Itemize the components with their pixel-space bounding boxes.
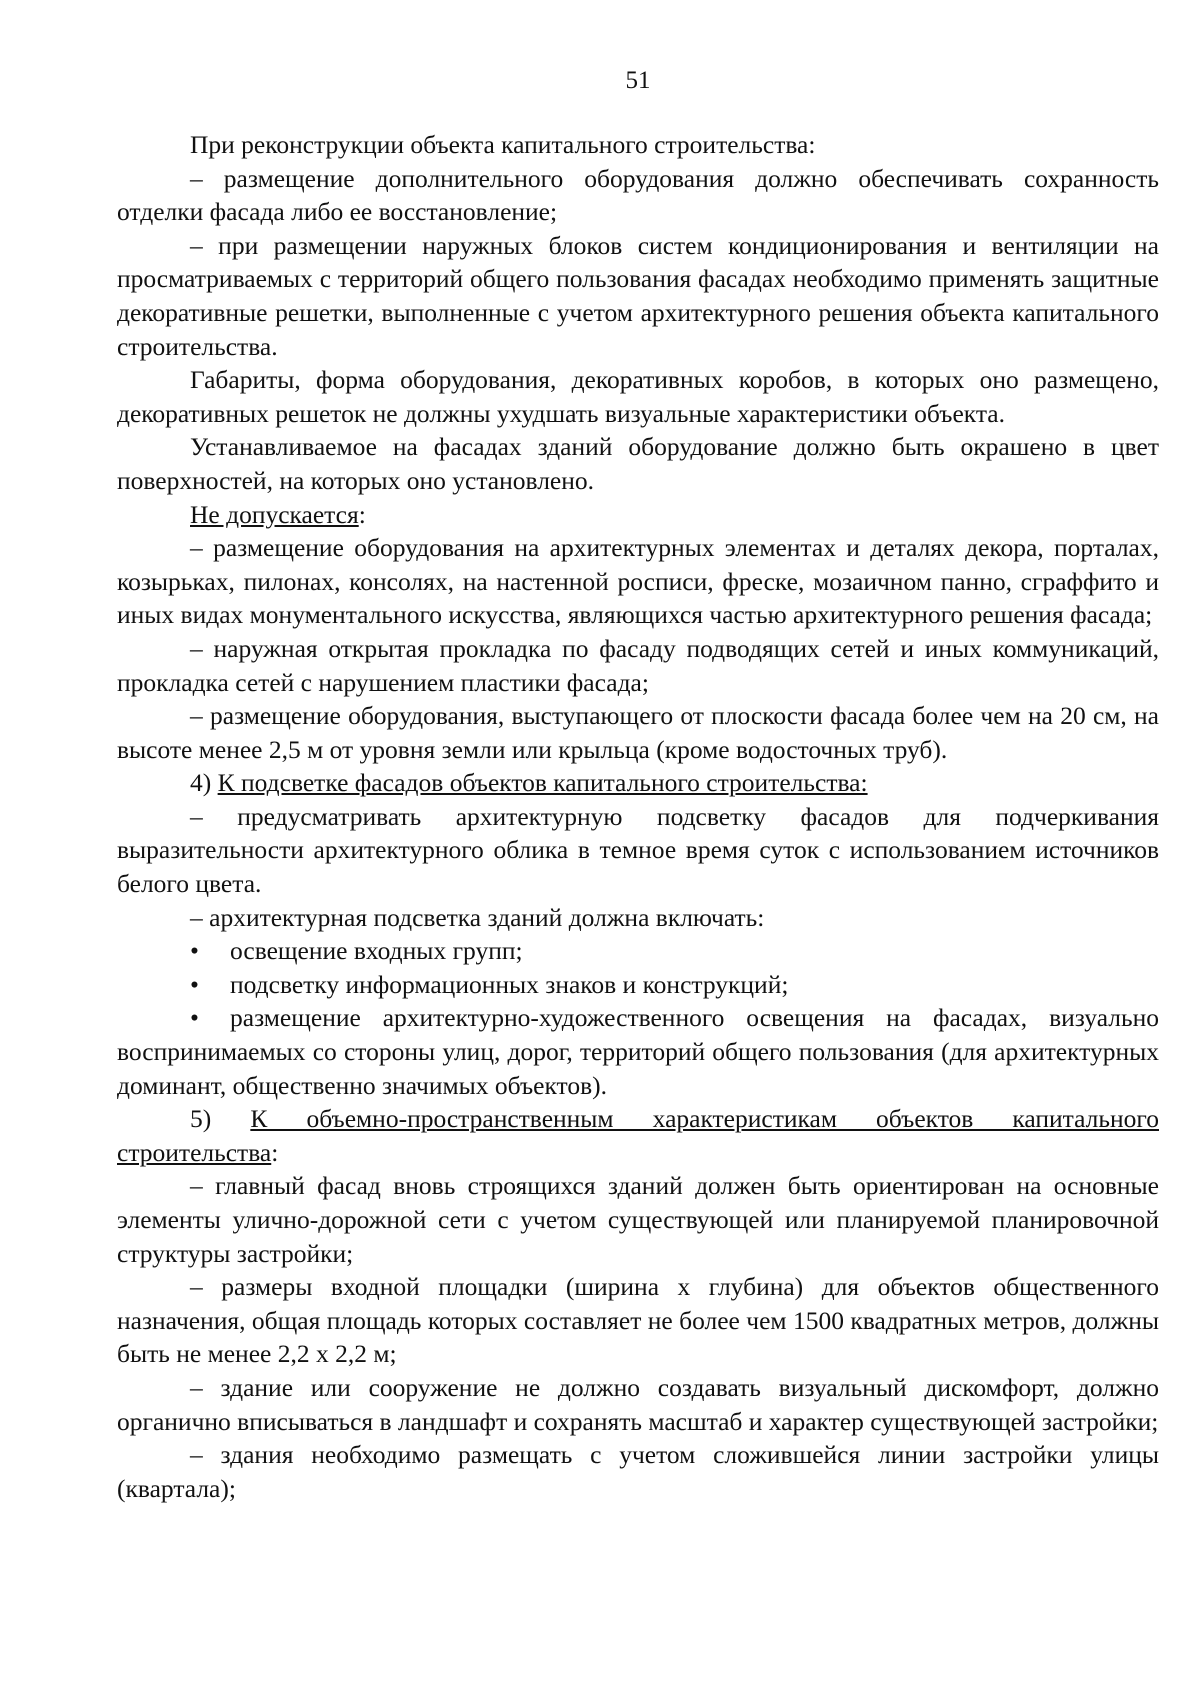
paragraph-text: – размещение оборудования на архитектурных элементах и деталях декора, порталах, козырьках, пилонах, консолях, на настенной росписи, фреске, мозаичном панно, сграффито и иных видах монументального искусства, являющихся частью архитектурного решения фасада; xyxy=(117,533,1159,630)
section-number: 5) xyxy=(190,1104,251,1134)
paragraph-text: Устанавливаемое на фасадах зданий оборудование должно быть окрашено в цвет поверхностей, на которых оно установлено. xyxy=(117,432,1159,495)
underlined-text: Не допускается xyxy=(190,499,359,529)
paragraph-text: освещение входных групп; xyxy=(230,936,523,966)
paragraph xyxy=(117,128,1159,162)
paragraph-text: – при размещении наружных блоков систем кондиционирования и вентиляции на просматриваемых с территорий общего пользования фасадах необходимо применять защитные декоративные решетки, выполненные с учетом архитектурного решения объекта капитального строительства. xyxy=(117,230,1159,361)
paragraph-text: – размещение дополнительного оборудования должно обеспечивать сохранность отделки фасада либо ее восстановление; xyxy=(117,163,1159,227)
bullet-item xyxy=(117,1001,1159,1102)
section-heading-5 xyxy=(117,1102,1159,1169)
paragraph-text: При реконструкции объекта капитального строительства: xyxy=(190,130,816,159)
paragraph-text: – главный фасад вновь строящихся зданий должен быть ориентирован на основные элементы улично-дорожной сети с учетом существующей или планируемой планировочной структуры застройки; xyxy=(117,1171,1159,1268)
paragraph-text: – архитектурная подсветка зданий должна включать: xyxy=(190,902,765,932)
paragraph xyxy=(117,699,1159,766)
paragraph-heading-not-allowed xyxy=(117,498,1159,532)
paragraph xyxy=(117,800,1159,901)
bullet-icon: • xyxy=(190,1003,199,1033)
bullet-icon: • xyxy=(190,936,199,966)
paragraph xyxy=(117,363,1159,430)
paragraph xyxy=(117,162,1159,229)
paragraph xyxy=(117,901,1159,935)
underlined-text: К объемно-пространственным характеристикам объектов капитального строительства xyxy=(117,1104,1159,1167)
paragraph xyxy=(117,1438,1159,1505)
paragraph xyxy=(117,1371,1159,1438)
bullet-item xyxy=(117,934,1159,968)
paragraph xyxy=(117,1169,1159,1270)
paragraph-text: : xyxy=(271,1137,279,1167)
paragraph xyxy=(117,1270,1159,1371)
paragraph xyxy=(117,229,1159,363)
paragraph-text: Габариты, форма оборудования, декоративных коробов, в которых оно размещено, декоративных решеток не должны ухудшать визуальные характеристики объекта. xyxy=(117,365,1159,428)
document-page xyxy=(117,64,1159,1505)
paragraph-text: – здания необходимо размещать с учетом сложившейся линии застройки улицы (квартала); xyxy=(117,1440,1159,1503)
paragraph xyxy=(117,430,1159,497)
paragraph-text: – размещение оборудования, выступающего от плоскости фасада более чем на 20 см, на высоте менее 2,5 м от уровня земли или крыльца (кроме водосточных труб). xyxy=(117,701,1159,764)
paragraph-text: – наружная открытая прокладка по фасаду подводящих сетей и иных коммуникаций, прокладка сетей с нарушением пластики фасада; xyxy=(117,633,1159,697)
paragraph-text: – здание или сооружение не должно создавать визуальный дискомфорт, должно органично вписываться в ландшафт и сохранять масштаб и характер существующей застройки; xyxy=(117,1372,1159,1436)
paragraph-text: : xyxy=(358,499,366,529)
underlined-text: К подсветке фасадов объектов капитального строительства: xyxy=(217,768,868,798)
section-number: 4) xyxy=(190,768,218,798)
paragraph-text: – предусматривать архитектурную подсветку фасадов для подчеркивания выразительности архитектурного облика в темное время суток с использованием источников белого цвета. xyxy=(117,801,1159,899)
paragraph-text: размещение архитектурно-художественного освещения на фасадах, визуально воспринимаемых со стороны улиц, дорог, территорий общего пользования (для архитектурных доминант, общественно значимых объектов). xyxy=(117,1003,1159,1100)
page-number: 51 xyxy=(625,67,651,94)
paragraph xyxy=(117,632,1159,699)
section-heading-4 xyxy=(117,766,1159,800)
bullet-item xyxy=(117,968,1159,1002)
paragraph xyxy=(117,531,1159,632)
paragraph-text: – размеры входной площадки (ширина х глубина) для объектов общественного назначения, общая площадь которых составляет не более чем 1500 квадратных метров, должны быть не менее 2,2 х 2,2 м; xyxy=(117,1272,1159,1369)
bullet-icon: • xyxy=(190,969,199,999)
paragraph-text: подсветку информационных знаков и конструкций; xyxy=(230,969,789,999)
